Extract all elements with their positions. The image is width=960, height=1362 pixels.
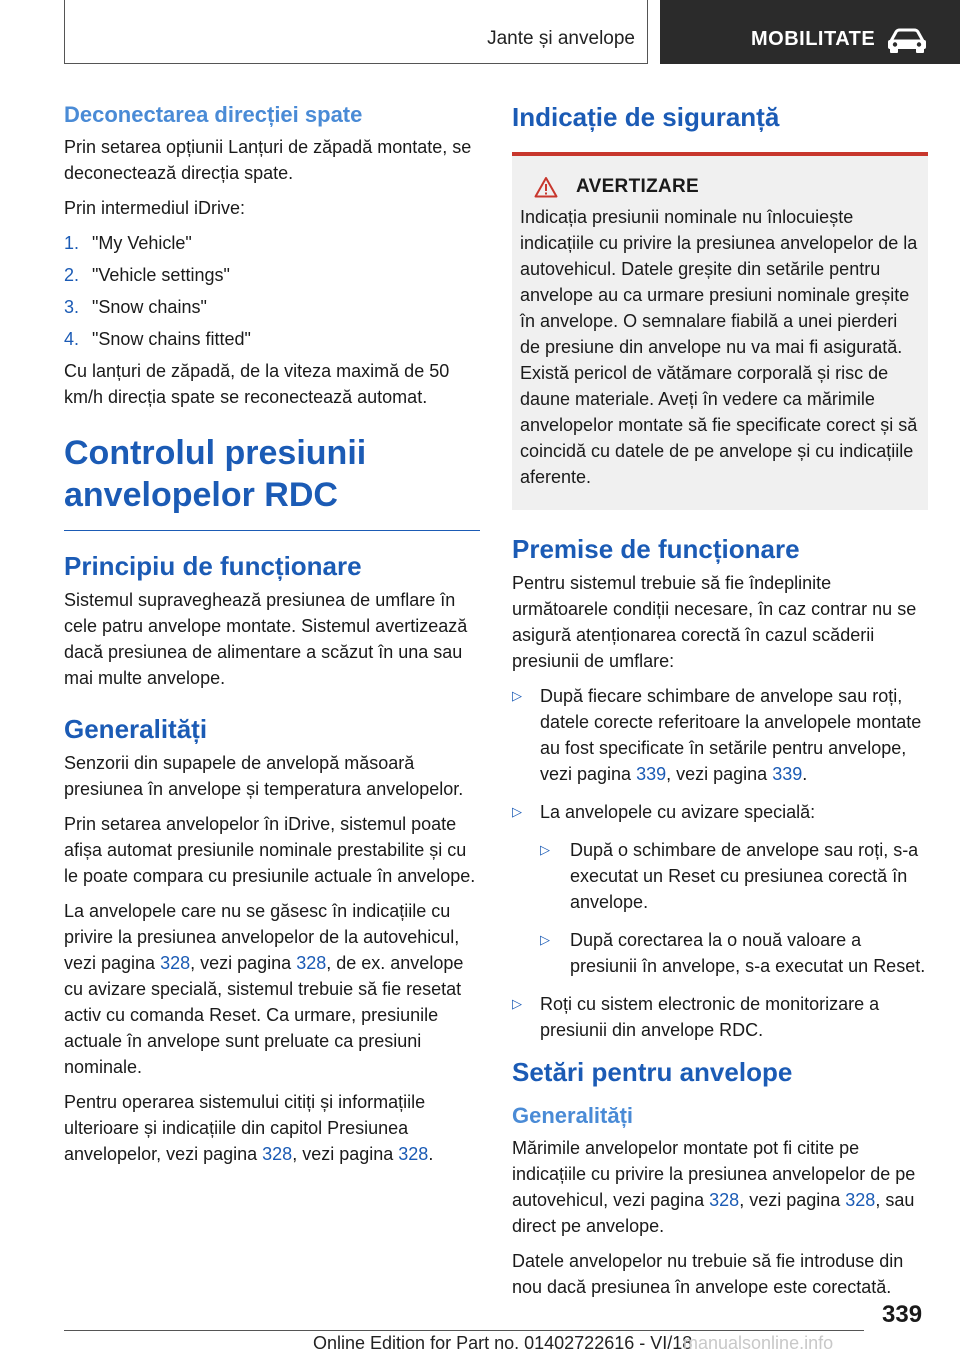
- step-text: "Snow chains": [92, 297, 207, 317]
- warning-header: [520, 176, 920, 198]
- paragraph: Datele anvelopelor nu trebuie să fie introduse din nou dacă presiunea în anvelope este corectată.: [512, 1251, 904, 1297]
- paragraph: Sistemul supraveghează presiunea de umflare în cele patru anvelope montate. Sistemul avertizează dacă presiunea de alimentare a scăzut în una sau mai multe anvelope.: [64, 590, 468, 688]
- bullet-triangle-icon: ▷: [512, 804, 522, 819]
- step-number: 3.: [64, 297, 80, 317]
- step-number: 2.: [64, 265, 80, 285]
- paragraph: Prin setarea anvelopelor în iDrive, sistemul poate afișa automat presiunile nominale prestabilite și cu le poate compara cu presiunile actuale în anvelope.: [64, 814, 476, 886]
- text-run: Pentru operarea sistemului citiți și informațiile ulterioare și indicațiile din capitol Presiunea anvelopelor, vezi pagina: [64, 1092, 426, 1164]
- sub-list: [540, 837, 928, 979]
- text-run: După corectarea la o nouă valoare a presiunii în anvelope, s-a executat un Reset.: [570, 930, 926, 976]
- idrive-steps-list: [64, 230, 480, 352]
- paragraph: Pentru sistemul trebuie să fie îndeplinite următoarele condiții necesare, în caz contrar nu se asigură atenționarea corectă în cazul scăderii presiunii de umflare:: [512, 573, 917, 671]
- step-number: 4.: [64, 329, 80, 349]
- page-link[interactable]: 339: [636, 764, 667, 784]
- premises-list: [512, 683, 928, 1043]
- text-run: , vezi pagina: [292, 1144, 399, 1164]
- list-item: [540, 927, 928, 979]
- bullet-triangle-icon: ▷: [540, 932, 550, 947]
- paragraph: Prin intermediul iDrive:: [64, 198, 246, 218]
- page-link[interactable]: 328: [709, 1190, 740, 1210]
- paragraph: Cu lanțuri de zăpadă, de la viteza maximă de 50 km/h direcția spate se reconectează automat.: [64, 361, 450, 407]
- text-run: , sau direct pe anvelope.: [512, 1190, 915, 1236]
- text-run: , vezi pagina: [739, 1190, 846, 1210]
- page-link[interactable]: 328: [296, 953, 327, 973]
- paragraph: [64, 898, 480, 1080]
- warning-box: [512, 152, 928, 510]
- list-item: [64, 326, 480, 352]
- list-item: [64, 294, 480, 320]
- text-run: , vezi pagina: [190, 953, 297, 973]
- list-item: [540, 837, 928, 915]
- list-item: [512, 799, 928, 979]
- section-title: Jante și anvelope: [487, 28, 635, 49]
- step-text: "Vehicle settings": [92, 265, 230, 285]
- list-item: [512, 991, 928, 1043]
- chapter-heading-rdc: Controlul presiunii anvelopelor RDC: [64, 434, 367, 514]
- footer-watermark: manualsonline.info: [683, 1333, 834, 1353]
- text-run: După o schimbare de anvelope sau roți, s-a executat un Reset cu presiunea corectă în anvelope.: [570, 840, 919, 912]
- subsection-heading-general: Generalități: [512, 1103, 634, 1128]
- list-item: [512, 683, 928, 787]
- list-item: [64, 262, 480, 288]
- step-number: 1.: [64, 233, 80, 253]
- footer-divider: [64, 1330, 864, 1331]
- bullet-triangle-icon: ▷: [540, 842, 550, 857]
- text-run: , vezi pagina: [666, 764, 773, 784]
- section-heading-principle: Principiu de funcționare: [64, 551, 362, 581]
- page-link[interactable]: 328: [262, 1144, 293, 1164]
- text-run: Mărimile anvelopelor montate pot fi citite pe indicațiile cu privire la presiunea anvelopelor de pe autovehicul, vezi pagina: [512, 1138, 916, 1210]
- page-link[interactable]: 328: [160, 953, 191, 973]
- car-icon: [886, 27, 928, 53]
- page-number: 339: [882, 1301, 923, 1328]
- paragraph: Prin setarea opțiunii Lanțuri de zăpadă montate, se deconectează direcția spate.: [64, 137, 472, 183]
- paragraph: [512, 1135, 928, 1239]
- warning-text: Indicația presiunii nominale nu înlocuiește indicațiile cu privire la presiunea anvelopelor de la autovehicul. Datele greșite din setările pentru anvelope au ca urmare presiuni nominale greșite în anvelope. O semnalare fiabilă a unei pierderi de presiune din anvelope nu va mai fi asigurată. Există pericol de vătămare corporală și risc de daune materiale. Aveți în vedere ca mărimile anvelopelor montate să fie specificate corect și să coincidă cu datele de pe anvelope și cu indicațiile aferente.: [520, 207, 918, 487]
- section-heading-general: Generalități: [64, 714, 208, 744]
- list-item: [64, 230, 480, 256]
- text-run: .: [428, 1144, 434, 1164]
- section-heading-premises: Premise de funcționare: [512, 534, 800, 564]
- section-heading-rear-steering: Deconectarea direcției spate: [64, 102, 363, 127]
- page-link[interactable]: 328: [845, 1190, 876, 1210]
- step-text: "Snow chains fitted": [92, 329, 251, 349]
- text-run: După fiecare schimbare de anvelope sau roți, datele corecte referitoare la anvelopele montate au fost specificate în setările pentru anvelope, vezi pagina: [540, 686, 922, 784]
- running-header-chapter: [660, 0, 960, 64]
- warning-title: AVERTIZARE: [576, 176, 699, 197]
- page-link[interactable]: 339: [772, 764, 803, 784]
- left-column: [64, 100, 480, 1176]
- step-text: "My Vehicle": [92, 233, 192, 253]
- text-run: .: [802, 764, 808, 784]
- text-run: Roți cu sistem electronic de monitorizare a presiunii din anvelope RDC.: [540, 994, 880, 1040]
- text-run: La anvelopele cu avizare specială:: [540, 802, 816, 822]
- warning-triangle-icon: [534, 176, 558, 198]
- text-run: , de ex. anvelope cu avizare specială, sistemul trebuie să fie resetat activ cu comanda Reset. Ca urmare, presiunile actuale în anvelope sunt preluate ca presiuni nominale.: [64, 953, 464, 1077]
- page-link[interactable]: 328: [398, 1144, 429, 1164]
- paragraph: [64, 1089, 480, 1167]
- paragraph: Senzorii din supapele de anvelopă măsoară presiunea în anvelope și temperatura anvelopelor.: [64, 753, 464, 799]
- footer-edition: Online Edition for Part no. 01402722616 - VI/18: [313, 1333, 693, 1353]
- bullet-triangle-icon: ▷: [512, 688, 522, 703]
- right-column: [512, 100, 928, 1309]
- section-heading-safety: Indicație de siguranță: [512, 102, 780, 132]
- heading-divider: [64, 530, 480, 531]
- text-run: La anvelopele care nu se găsesc în indicațiile cu privire la presiunea anvelopelor de la autovehicul, vezi pagina: [64, 901, 460, 973]
- bullet-triangle-icon: ▷: [512, 996, 522, 1011]
- running-header-section: [64, 0, 648, 64]
- chapter-title: MOBILITATE: [751, 28, 876, 50]
- section-heading-tyre-settings: Setări pentru anvelope: [512, 1057, 793, 1087]
